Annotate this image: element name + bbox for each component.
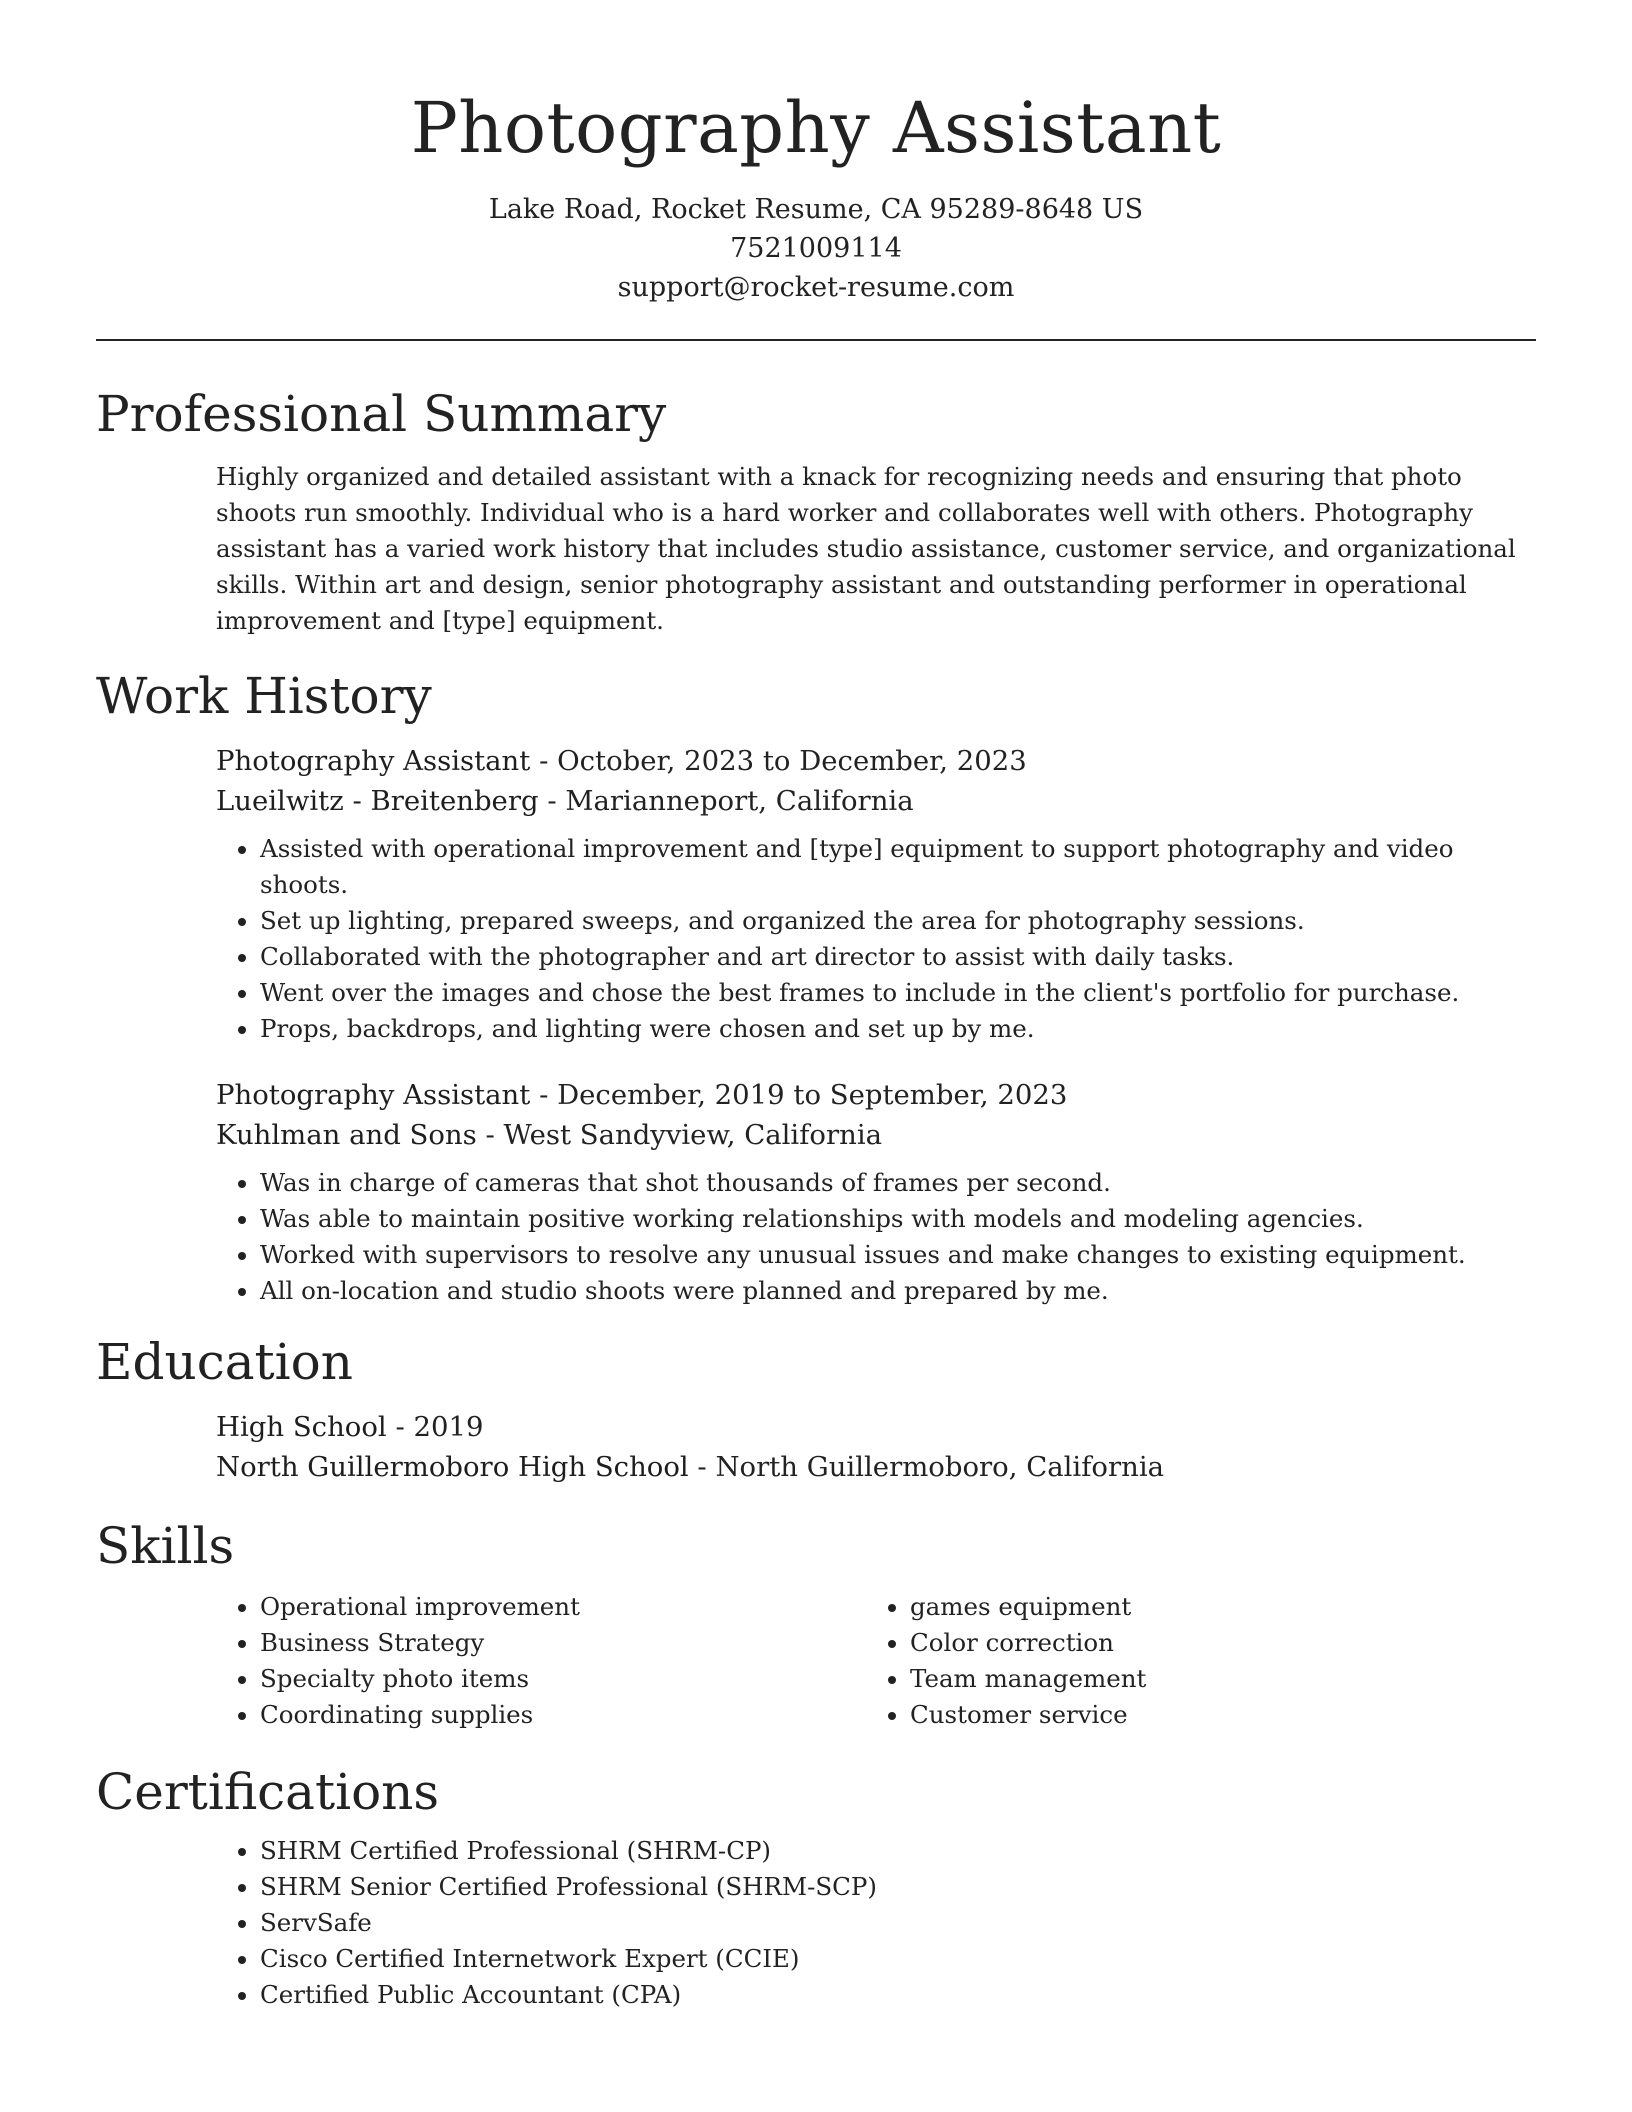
education-school-line	[216, 1447, 1536, 1487]
job-bullets	[216, 1165, 1536, 1309]
list-item: • Assisted with operational improvement and [type] equipment to support photography and video shoots.	[260, 831, 1536, 903]
job-location: Marianneport, California	[565, 785, 914, 817]
section-professional-summary	[96, 383, 1536, 639]
email[interactable]: support@rocket-resume.com	[617, 272, 1015, 303]
list-item: • Coordinating supplies	[260, 1697, 866, 1733]
certifications-list	[216, 1833, 1536, 2013]
skills-column-left	[216, 1589, 866, 1733]
job-bullets	[216, 831, 1536, 1047]
certifications-body	[216, 1833, 1536, 2013]
section-skills	[96, 1515, 1536, 1733]
list-item: • Was able to maintain positive working relationships with models and modeling agencies.	[260, 1201, 1536, 1237]
list-item: • Went over the images and chose the best frames to include in the client's portfolio for purchase.	[260, 975, 1536, 1011]
job-entry	[216, 741, 1536, 1047]
section-title: Professional Summary	[96, 385, 667, 443]
job-location: West Sandyview, California	[503, 1119, 883, 1151]
separator: -	[530, 1079, 558, 1111]
list-item: • Operational improvement	[260, 1589, 866, 1625]
list-item: • Customer service	[910, 1697, 1516, 1733]
separator: -	[476, 1119, 504, 1151]
resume-header	[96, 0, 1536, 307]
list-item: • ServSafe	[260, 1905, 1536, 1941]
list-item: • SHRM Senior Certified Professional (SHRM-SCP)	[260, 1869, 1536, 1905]
candidate-name: Photography Assistant	[410, 87, 1222, 169]
job-title-line	[216, 1075, 1536, 1115]
summary-text: Highly organized and detailed assistant with a knack for recognizing needs and ensuring that photo shoots run smoothly. Individual who is a hard worker and collaborates well with others. Photography assistant has a varied work history that includes studio assistance, customer service, and organizational skills. Within art and design, senior photography assistant and outstanding performer in operational improvement and [type] equipment.	[216, 462, 1516, 635]
skills-list	[216, 1589, 866, 1733]
job-dates: December, 2019 to September, 2023	[557, 1079, 1068, 1111]
list-item: • Certified Public Accountant (CPA)	[260, 1977, 1536, 2013]
education-degree: High School	[216, 1411, 387, 1443]
address: Lake Road, Rocket Resume, CA 95289-8648 US	[488, 194, 1144, 225]
section-title: Certifications	[96, 1763, 440, 1821]
job-position: Photography Assistant	[216, 745, 531, 777]
list-item: • Props, backdrops, and lighting were chosen and set up by me.	[260, 1011, 1536, 1047]
education-year: 2019	[413, 1411, 484, 1443]
education-location: North Guillermoboro, California	[715, 1451, 1165, 1483]
list-item: • SHRM Certified Professional (SHRM-CP)	[260, 1833, 1536, 1869]
section-education	[96, 1331, 1536, 1487]
separator: -	[688, 1451, 716, 1483]
job-org-line	[216, 1115, 1536, 1155]
phone: 7521009114	[730, 233, 902, 264]
contact-info	[96, 190, 1536, 307]
list-item: • All on-location and studio shoots were planned and prepared by me.	[260, 1273, 1536, 1309]
skills-grid	[216, 1589, 1536, 1733]
job-title-line	[216, 741, 1536, 781]
education-entry	[216, 1407, 1536, 1487]
section-work-history	[96, 665, 1536, 1309]
list-item: • Specialty photo items	[260, 1661, 866, 1697]
section-certifications	[96, 1761, 1536, 2013]
skills-column-right	[866, 1589, 1516, 1733]
job-company: Lueilwitz - Breitenberg	[216, 785, 539, 817]
section-title: Work History	[96, 667, 432, 725]
education-school: North Guillermoboro High School	[216, 1451, 689, 1483]
section-title: Skills	[96, 1517, 235, 1575]
list-item: • Business Strategy	[260, 1625, 866, 1661]
skills-list	[866, 1589, 1516, 1733]
list-item: • Cisco Certified Internetwork Expert (CCIE)	[260, 1941, 1536, 1977]
list-item: • Color correction	[910, 1625, 1516, 1661]
job-dates: October, 2023 to December, 2023	[557, 745, 1027, 777]
education-degree-line	[216, 1407, 1536, 1447]
separator: -	[530, 745, 558, 777]
list-item: • Set up lighting, prepared sweeps, and organized the area for photography sessions.	[260, 903, 1536, 939]
list-item: • Worked with supervisors to resolve any unusual issues and make changes to existing equipment.	[260, 1237, 1536, 1273]
list-item: • Was in charge of cameras that shot thousands of frames per second.	[260, 1165, 1536, 1201]
separator: -	[386, 1411, 414, 1443]
section-title: Education	[96, 1333, 353, 1391]
job-org-line	[216, 781, 1536, 821]
job-entry	[216, 1075, 1536, 1309]
list-item: • Team management	[910, 1661, 1516, 1697]
list-item: • games equipment	[910, 1589, 1516, 1625]
header-divider	[96, 339, 1536, 341]
list-item: • Collaborated with the photographer and art director to assist with daily tasks.	[260, 939, 1536, 975]
job-position: Photography Assistant	[216, 1079, 531, 1111]
separator: -	[538, 785, 566, 817]
job-company: Kuhlman and Sons	[216, 1119, 477, 1151]
